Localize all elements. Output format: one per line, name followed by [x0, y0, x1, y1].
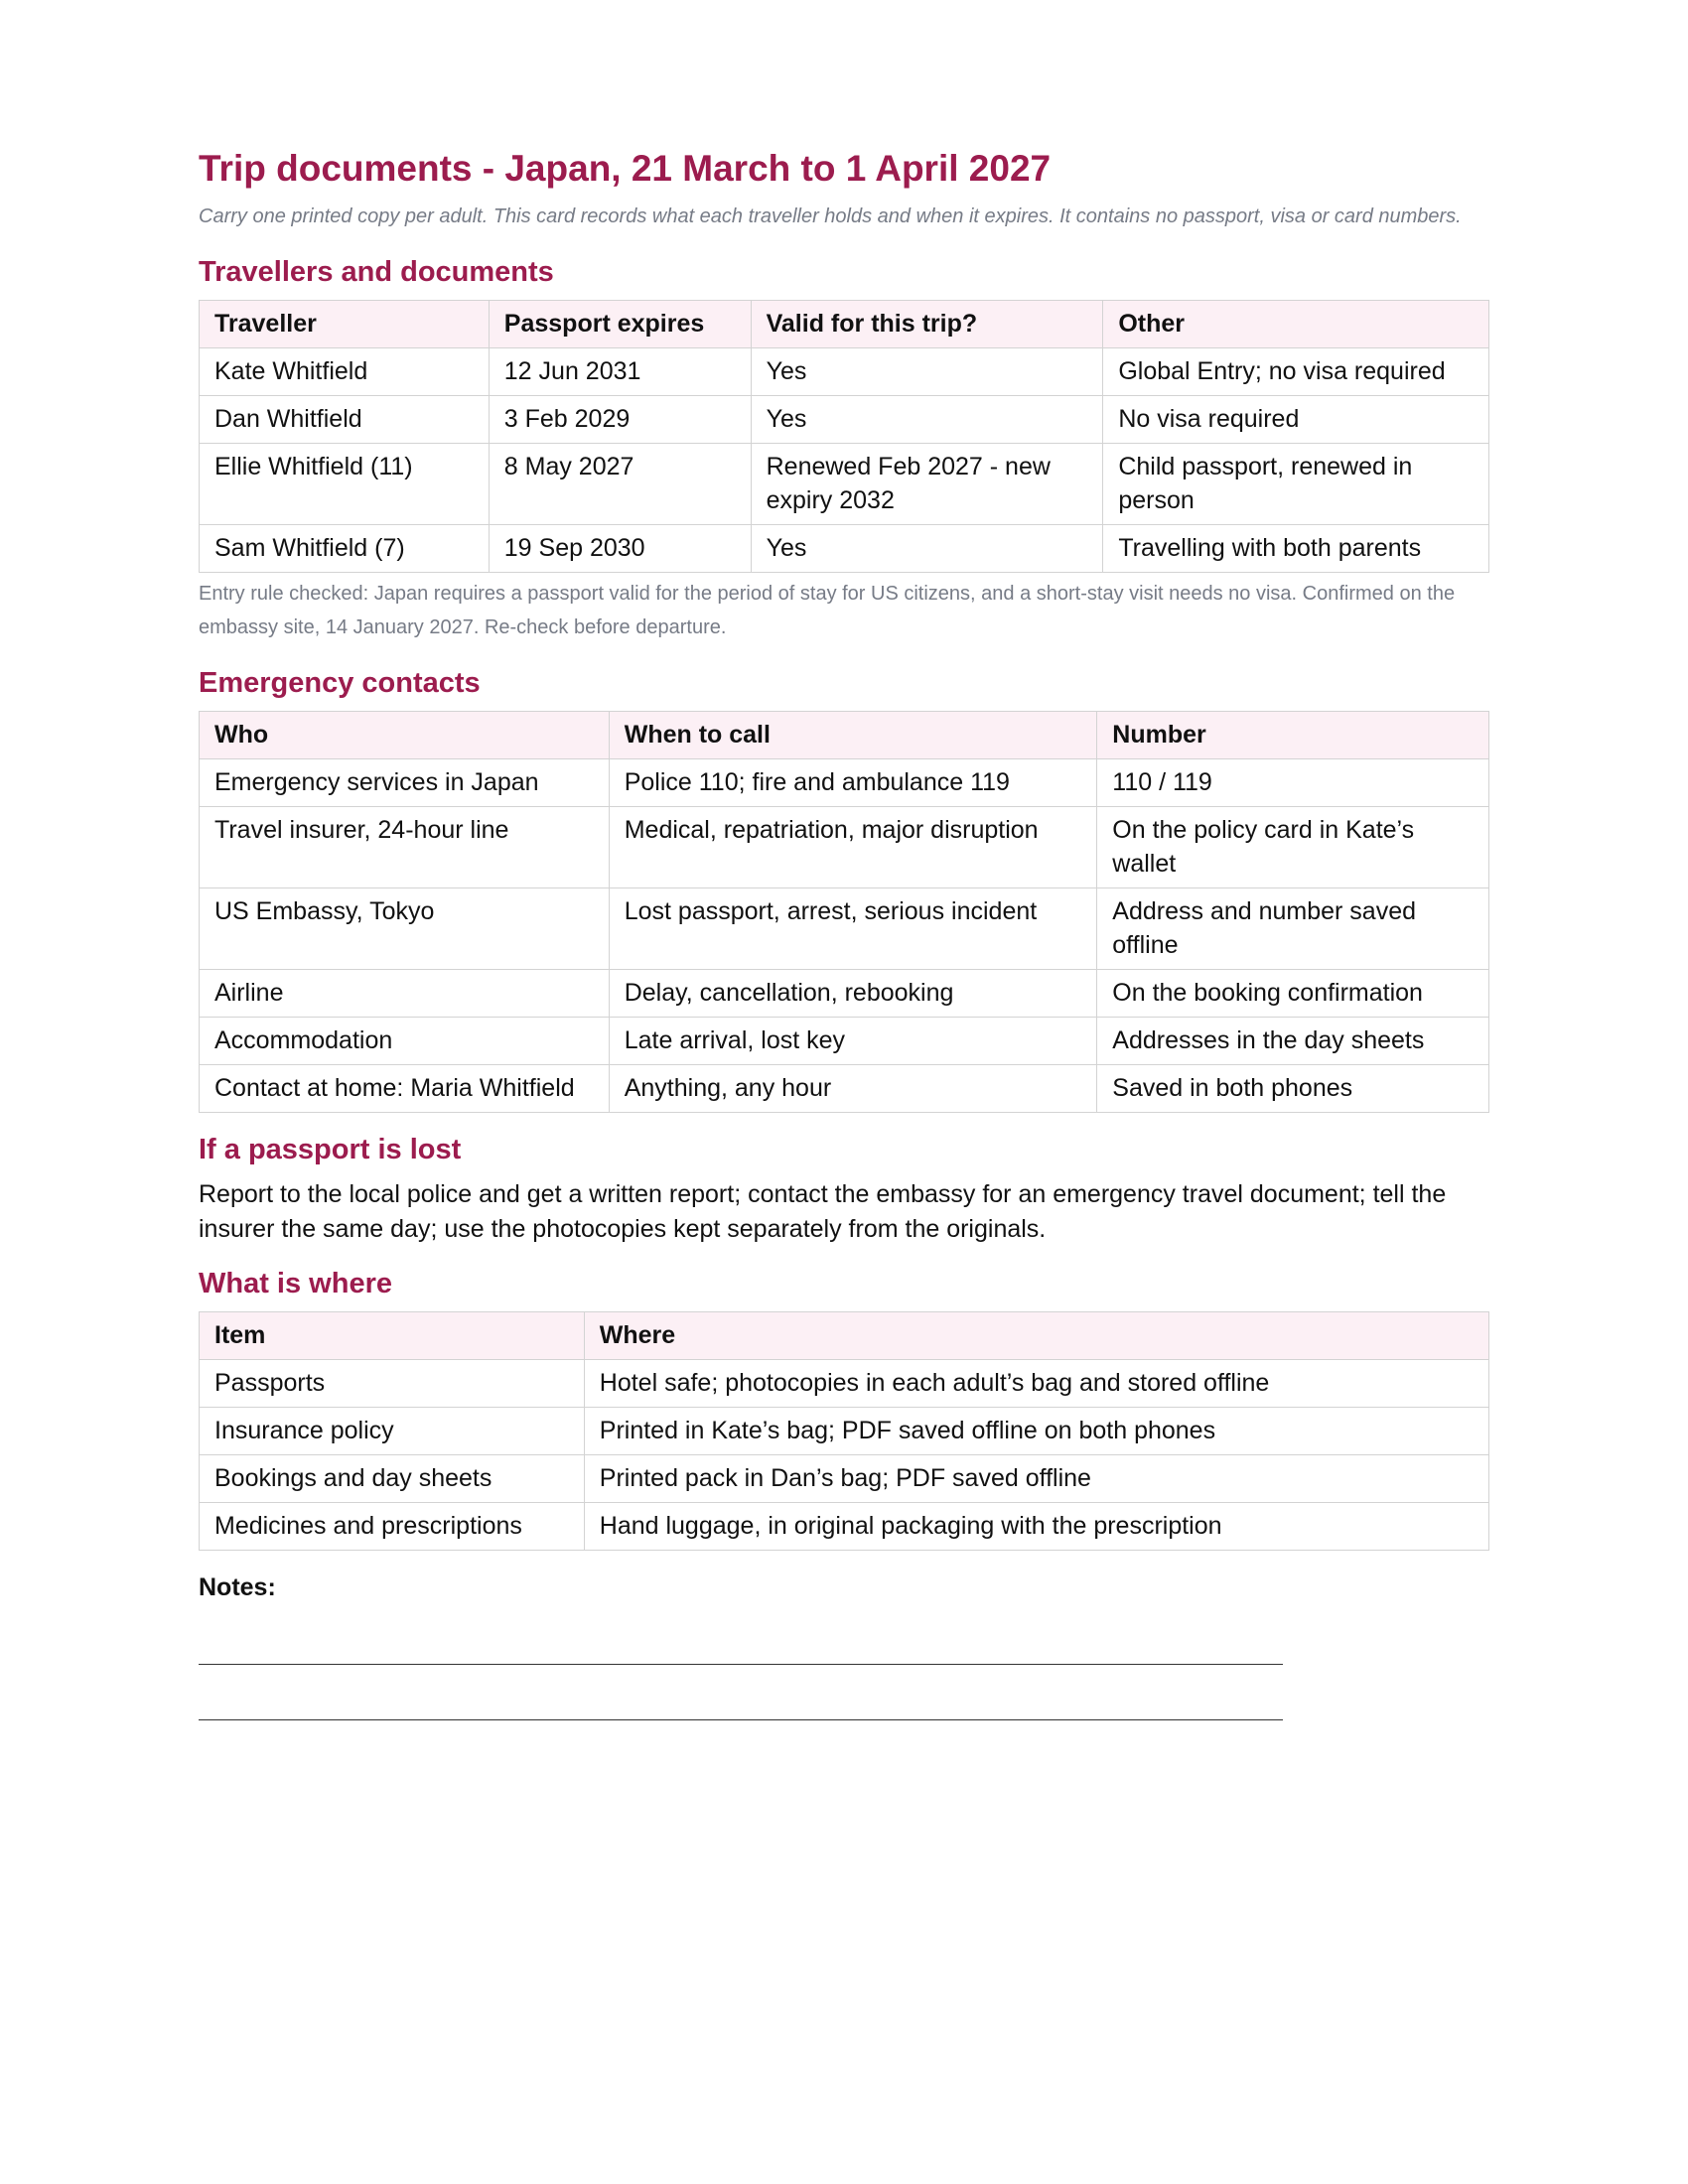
table-row: [200, 1064, 1489, 1112]
column-header: Other: [1103, 301, 1489, 348]
table-cell: Hotel safe; photocopies in each adult’s bag and stored offline: [584, 1359, 1488, 1407]
table-row: [200, 1017, 1489, 1064]
table-cell: 19 Sep 2030: [489, 525, 751, 573]
table-cell: Address and number saved offline: [1097, 887, 1489, 969]
table-cell: Late arrival, lost key: [609, 1017, 1097, 1064]
table-cell: 8 May 2027: [489, 444, 751, 525]
page-title: Trip documents - Japan, 21 March to 1 April 2027: [199, 148, 1052, 189]
table-cell: Printed in Kate’s bag; PDF saved offline on both phones: [584, 1407, 1488, 1454]
table-cell: Yes: [751, 396, 1103, 444]
table-cell: Yes: [751, 525, 1103, 573]
table-cell: Printed pack in Dan’s bag; PDF saved offline: [584, 1454, 1488, 1502]
table-cell: Anything, any hour: [609, 1064, 1097, 1112]
table-cell: Saved in both phones: [1097, 1064, 1489, 1112]
table-cell: US Embassy, Tokyo: [200, 887, 610, 969]
notes-write-line: [199, 1719, 1283, 1720]
table-cell: Medical, repatriation, major disruption: [609, 806, 1097, 887]
notes-write-line: [199, 1664, 1283, 1665]
table-cell: 110 / 119: [1097, 758, 1489, 806]
column-header: Number: [1097, 711, 1489, 758]
table-cell: Police 110; fire and ambulance 119: [609, 758, 1097, 806]
table-row: [200, 806, 1489, 887]
document-content: [199, 147, 1489, 1720]
table-row: [200, 1454, 1489, 1502]
table-row: [200, 887, 1489, 969]
table-cell: Passports: [200, 1359, 585, 1407]
table-header-row: [200, 711, 1489, 758]
contacts-heading: Emergency contacts: [199, 667, 481, 700]
table-cell: Airline: [200, 969, 610, 1017]
table-cell: Ellie Whitfield (11): [200, 444, 490, 525]
table-cell: 12 Jun 2031: [489, 348, 751, 396]
column-header: Traveller: [200, 301, 490, 348]
table-row: [200, 1502, 1489, 1550]
table-row: [200, 758, 1489, 806]
table-cell: Insurance policy: [200, 1407, 585, 1454]
table-cell: Yes: [751, 348, 1103, 396]
table-cell: 3 Feb 2029: [489, 396, 751, 444]
column-header: When to call: [609, 711, 1097, 758]
table-cell: Contact at home: Maria Whitfield: [200, 1064, 610, 1112]
travellers-heading: Travellers and documents: [199, 256, 554, 289]
table-cell: Sam Whitfield (7): [200, 525, 490, 573]
table-cell: Travelling with both parents: [1103, 525, 1489, 573]
table-cell: Travel insurer, 24-hour line: [200, 806, 610, 887]
table-cell: Emergency services in Japan: [200, 758, 610, 806]
table-row: [200, 444, 1489, 525]
table-row: [200, 348, 1489, 396]
table-row: [200, 525, 1489, 573]
column-header: Where: [584, 1311, 1488, 1359]
entry-rule-footnote: Entry rule checked: Japan requires a passport valid for the period of stay for US citizens, and a short-stay visit needs no visa. Confirmed on the embassy site, 14 January 2027. Re-check before departure.: [199, 583, 1456, 639]
table-cell: Dan Whitfield: [200, 396, 490, 444]
lost-passport-text: Report to the local police and get a written report; contact the embassy for an emergency travel document; tell the insurer the same day; use the photocopies kept separately from the originals.: [199, 1179, 1447, 1243]
column-header: Valid for this trip?: [751, 301, 1103, 348]
table-cell: Renewed Feb 2027 - new expiry 2032: [751, 444, 1103, 525]
table-cell: Addresses in the day sheets: [1097, 1017, 1489, 1064]
table-cell: Lost passport, arrest, serious incident: [609, 887, 1097, 969]
table-row: [200, 1407, 1489, 1454]
table-header-row: [200, 301, 1489, 348]
table-cell: Kate Whitfield: [200, 348, 490, 396]
column-header: Passport expires: [489, 301, 751, 348]
table-cell: Accommodation: [200, 1017, 610, 1064]
contacts-table: [199, 711, 1489, 1113]
page-subtitle: Carry one printed copy per adult. This card records what each traveller holds and when it expires. It contains no passport, visa or card numbers.: [199, 205, 1462, 228]
table-cell: On the policy card in Kate’s wallet: [1097, 806, 1489, 887]
table-row: [200, 1359, 1489, 1407]
table-cell: Child passport, renewed in person: [1103, 444, 1489, 525]
table-cell: Bookings and day sheets: [200, 1454, 585, 1502]
what-is-where-heading: What is where: [199, 1267, 392, 1299]
column-header: Item: [200, 1311, 585, 1359]
travellers-table: [199, 300, 1489, 573]
table-cell: Hand luggage, in original packaging with the prescription: [584, 1502, 1488, 1550]
table-cell: No visa required: [1103, 396, 1489, 444]
table-cell: Medicines and prescriptions: [200, 1502, 585, 1550]
notes-label: Notes:: [199, 1572, 276, 1601]
table-row: [200, 969, 1489, 1017]
lost-passport-heading: If a passport is lost: [199, 1133, 462, 1165]
table-cell: On the booking confirmation: [1097, 969, 1489, 1017]
table-row: [200, 396, 1489, 444]
table-header-row: [200, 1311, 1489, 1359]
table-cell: Global Entry; no visa required: [1103, 348, 1489, 396]
column-header: Who: [200, 711, 610, 758]
table-cell: Delay, cancellation, rebooking: [609, 969, 1097, 1017]
what-is-where-table: [199, 1311, 1489, 1551]
